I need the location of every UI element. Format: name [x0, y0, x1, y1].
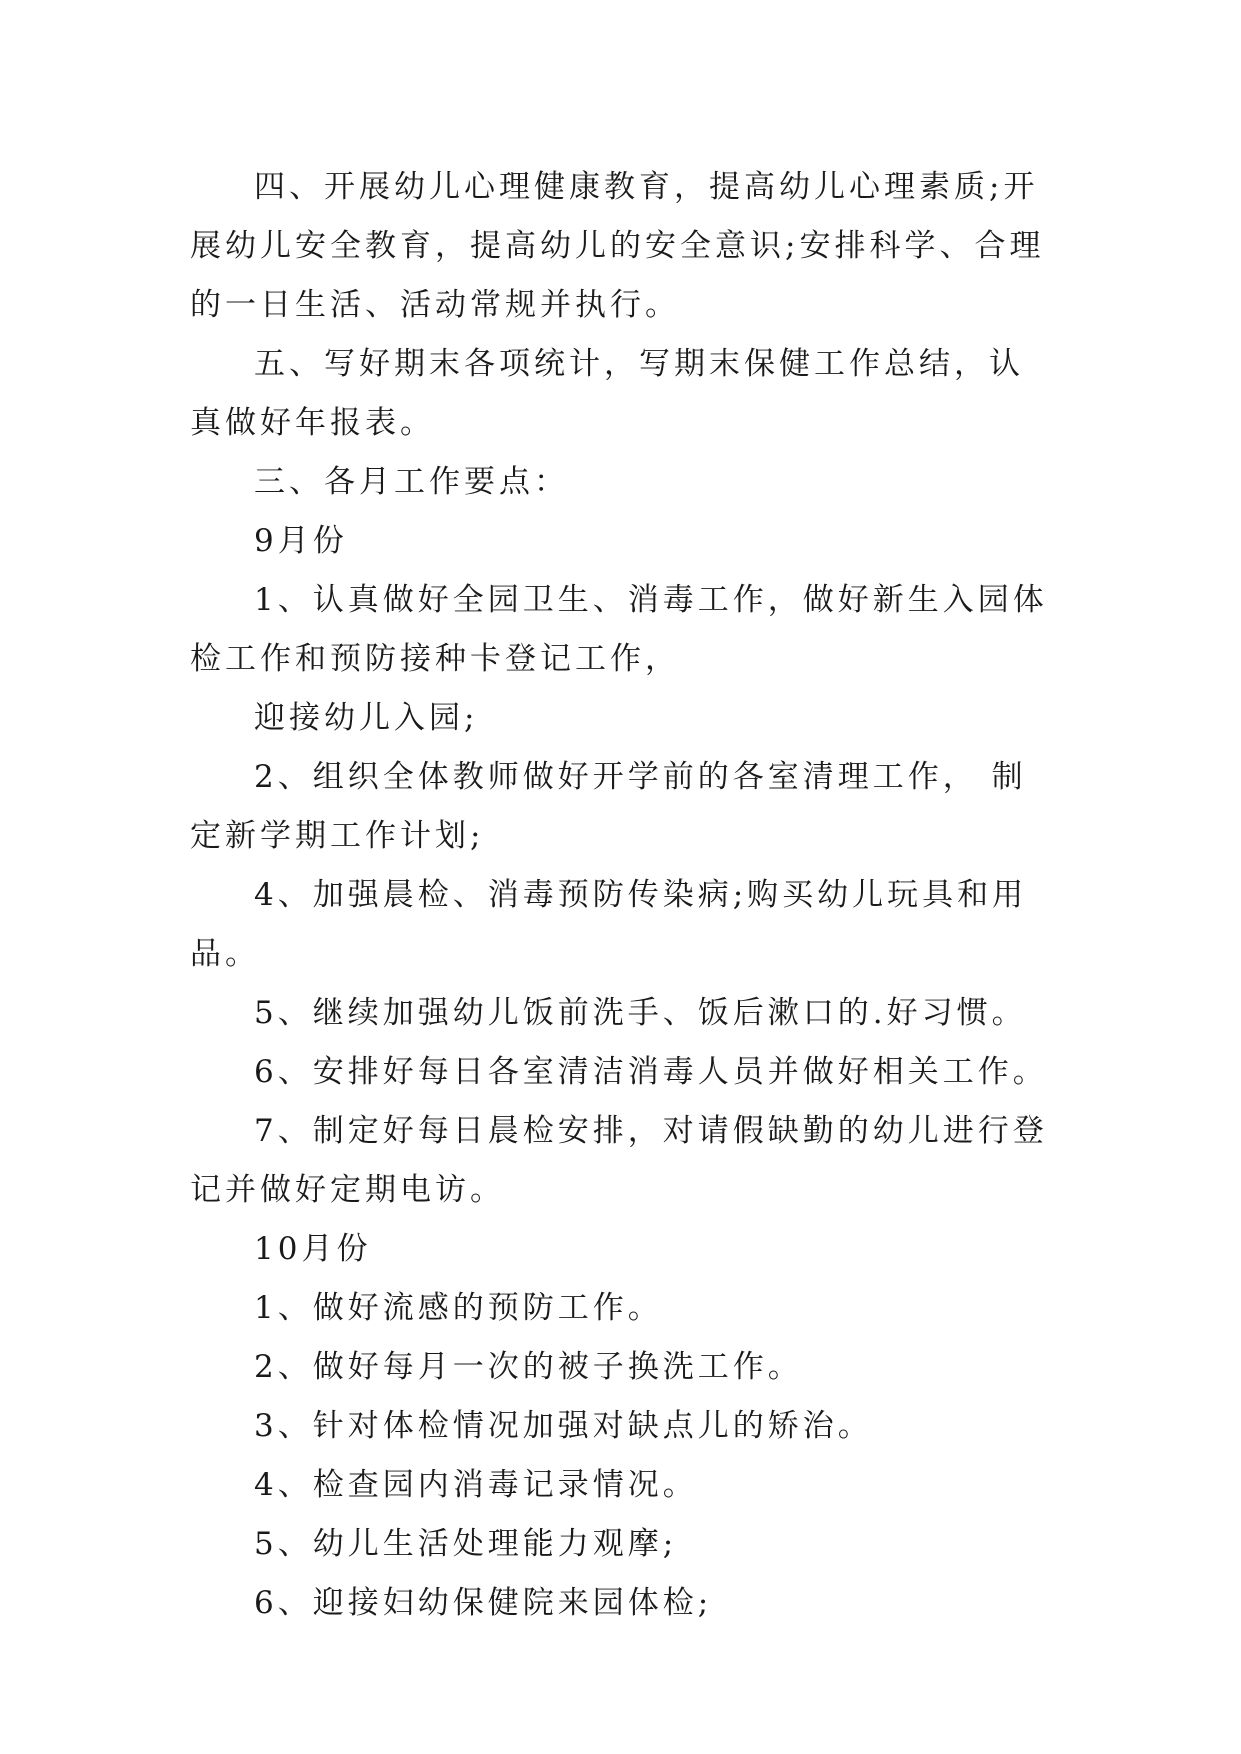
list-item: 4、检查园内消毒记录情况。 — [254, 1467, 698, 1503]
list-item: 3、针对体检情况加强对缺点儿的矫治。 — [254, 1408, 873, 1444]
list-item-continuation: 迎接幼儿入园; — [254, 700, 479, 736]
month-heading-october: 10月份 — [254, 1231, 372, 1267]
month-heading-september: 9月份 — [254, 523, 348, 559]
section-heading-monthly-points: 三、各月工作要点： — [254, 464, 569, 500]
list-item: 2、做好每月一次的被子换洗工作。 — [254, 1349, 803, 1385]
paragraph-item-5: 五、写好期末各项统计，写期末保健工作总结，认真做好年报表。 — [190, 346, 1024, 441]
list-item: 6、安排好每日各室清洁消毒人员并做好相关工作。 — [254, 1054, 1048, 1090]
list-item: 5、继续加强幼儿饭前洗手、饭后漱口的.好习惯。 — [254, 995, 1027, 1031]
document-body — [190, 158, 1050, 1633]
list-item: 1、做好流感的预防工作。 — [254, 1290, 663, 1326]
list-item: 2、组织全体教师做好开学前的各室清理工作， 制定新学期工作计划; — [190, 759, 1027, 854]
paragraph-item-4: 四、开展幼儿心理健康教育，提高幼儿心理素质;开展幼儿安全教育，提高幼儿的安全意识;安排科学、合理的一日生活、活动常规并执行。 — [190, 169, 1045, 323]
list-item: 1、认真做好全园卫生、消毒工作，做好新生入园体检工作和预防接种卡登记工作， — [190, 582, 1048, 677]
list-item: 4、加强晨检、消毒预防传染病;购买幼儿玩具和用品。 — [190, 877, 1028, 972]
list-item: 7、制定好每日晨检安排，对请假缺勤的幼儿进行登记并做好定期电访。 — [190, 1113, 1048, 1208]
list-item: 5、幼儿生活处理能力观摩; — [254, 1526, 678, 1562]
list-item: 6、迎接妇幼保健院来园体检; — [254, 1585, 713, 1621]
